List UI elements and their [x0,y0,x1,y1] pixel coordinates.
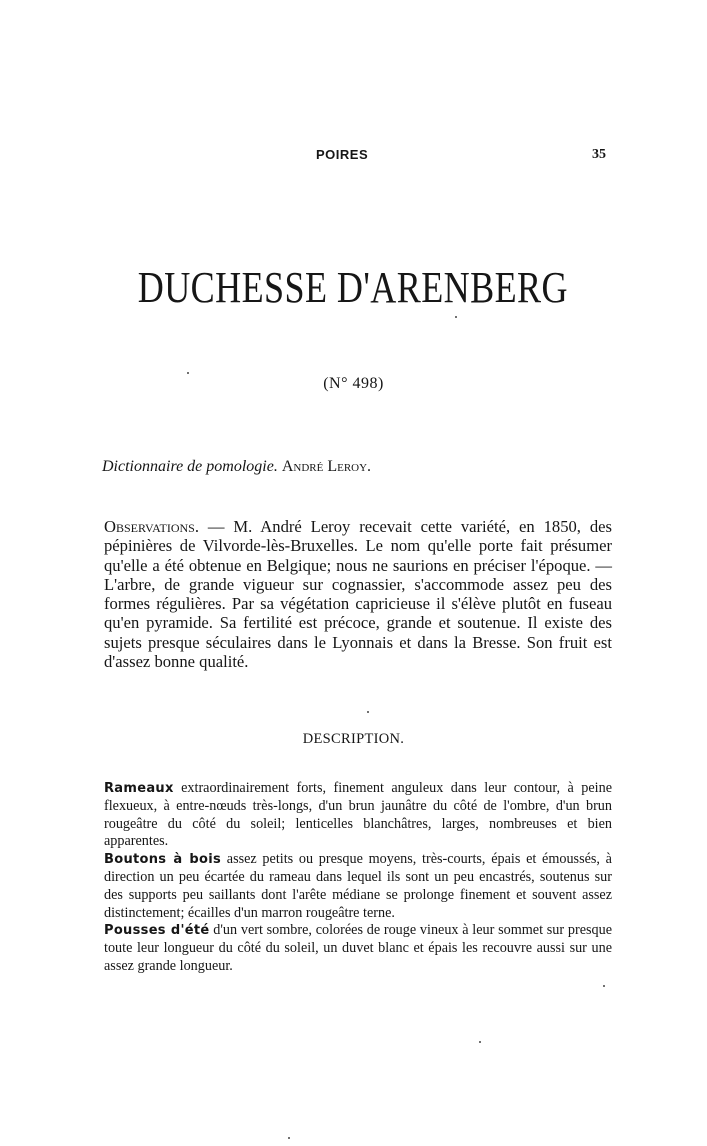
observations-paragraph [104,517,612,671]
observations-text: — M. André Leroy recevait cette variété, en 1850, des pépinières de Vilvorde-lès-Bruxelles. Le nom qu'elle porte fait présumer qu'elle a été obtenue en Belgique; nous ne saurions en préciser l'époque. — L'arbre, de grande vigueur sur cognassier, s'accommode assez peu des formes régulières. Par sa végétation capricieuse il s'élève plutôt en fuseau qu'en pyramide. Sa fertilité est précoce, grande et soutenue. Il existe des sujets presque séculaires dans le Lyonnais et dans la Bresse. Son fruit est d'assez bonne qualité. [104,517,612,672]
print-speck [455,316,457,318]
page-title: DUCHESSE D'ARENBERG [137,263,568,312]
page-number: 35 [592,147,606,162]
reference-author: André Leroy. [281,458,372,475]
description-term: Pousses d'été [104,923,210,939]
print-speck [187,372,189,374]
variety-number: (N° 498) [323,375,384,392]
print-speck [288,1137,290,1139]
reference-work: Dictionnaire de pomologie. [102,458,278,475]
bibliographic-reference [102,458,371,476]
description-term: Boutons à bois [104,852,222,868]
print-speck [479,1041,481,1043]
description-text: d'un vert sombre, colorées de rouge vineux à leur sommet sur presque toute leur longueur du côté du soleil, un duvet blanc et épais les recouvre aussi sur une assez grande longueur. [104,922,612,974]
running-title: POIRES [316,147,369,162]
description-heading: DESCRIPTION. [302,731,405,747]
description-term: Rameaux [104,781,174,796]
running-head [0,147,707,167]
print-speck [603,985,605,987]
description-item-boutons [104,851,612,922]
description-text: assez petits ou presque moyens, très-courts, épais et émoussés, à direction un peu écartée du rameau dans lequel ils sont un peu encastrés, soutenus sur des supports peu saillants dont l'arête médiane se prolonge finement et souvent assez distinctement; écailles d'un marron rougeâtre terne. [104,851,612,921]
description-section [104,780,612,976]
description-item-rameaux [104,780,612,851]
print-speck [367,711,369,713]
observations-lead: Observations. [104,517,199,536]
description-item-pousses [104,922,612,975]
description-text: extraordinairement forts, finement anguleux dans leur contour, à peine flexueux, à entre-nœuds très-longs, d'un brun jaunâtre du côté de l'ombre, d'un brun rougeâtre du côté du soleil; lenticelles blanchâtres, larges, nombreuses et bien apparentes. [104,780,612,850]
